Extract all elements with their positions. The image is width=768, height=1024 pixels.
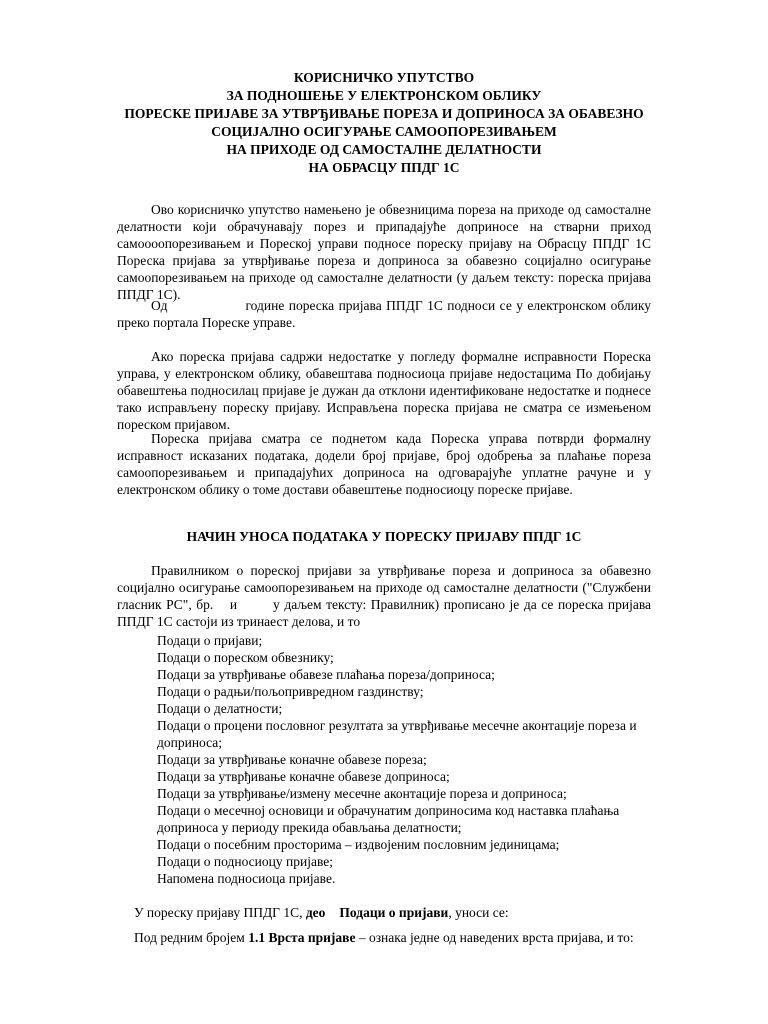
rulebook-text-end: у даљем тексту: Правилник) прописано је да се пореска пријава ППДГ 1С састоји из тринаест делова, и то [117,597,652,629]
list-item: Подаци о посебним просторима – издвојеним пословним јединицама; [157,837,560,852]
item-line [134,929,634,946]
part-intro-end: , уноси се: [448,905,509,920]
part-label: део [305,905,326,920]
list-item: Подаци о процени пословног резултата за утврђивање месечне аконтације пореза и [157,718,637,733]
list-item: доприноса у периоду прекида обављања делатности; [157,820,462,835]
submission-paragraph [117,297,651,331]
list-item: доприноса; [157,735,223,750]
part-name: Подаци о пријави [339,905,449,920]
list-item: Напомена подносиоца пријаве. [157,871,336,886]
list-item: Подаци за утврђивање коначне обавезе пореза; [157,752,427,767]
title-line: НА ОБРАСЦУ ППДГ 1С [308,160,460,175]
rulebook-and: и [229,597,238,612]
deficiency-paragraph [117,348,651,433]
submission-text: године пореска пријава ППДГ 1С подноси се у електронском облику преко портала Пореске управе. [117,298,651,330]
list-item: Подаци о радњи/пољопривредном газдинству; [157,684,424,699]
list-item: Подаци о делатности; [157,701,283,716]
intro-paragraph [117,201,651,303]
part-intro-text: У пореску пријаву ППДГ 1С, [134,905,306,920]
submission-from: Од [151,298,168,313]
rulebook-paragraph [117,562,651,630]
list-item: Подаци за утврђивање коначне обавезе доприноса; [157,769,450,784]
deficiency-text: Ако пореска пријава садржи недостатке у погледу формалне исправности Пореска управа, у електронском облику, обавештава подносиоца пријаве недостацима По добијању обавештења подносилац пријаве је дужан да отклони идентификоване недостатке и поднесе тако исправљену пореску пријаву. Исправљена пореска пријава не сматра се измењеном пореском пријавом. [117,349,651,432]
title-line: КОРИСНИЧКО УПУТСТВО [293,70,475,85]
item-text: – ознака једне од наведених врста пријава, и то: [355,930,634,945]
section-heading: НАЧИН УНОСА ПОДАТАКА У ПОРЕСКУ ПРИЈАВУ ППДГ 1С [186,529,582,544]
list-item: Подаци о пореском обвезнику; [157,650,334,665]
item-label: 1.1 Врста пријаве [248,930,356,945]
intro-text: Ово корисничко упутство намењено је обвезницима пореза на приходе од самосталне делатности који обрачунавају порез и припадајуће доприносе на стварни приход самоооопорезивањем и Пореској управи подносе пореску пријаву на Обрасцу ППДГ 1С Пореска пријава за утврђивање пореза и доприноса за обавезно социјално осигурање самоопорезивањем на приходе од самосталне делатности (у даљем тексту: пореска пријава ППДГ 1С). [117,202,651,302]
list-item: Подаци о месечној основици и обрачунатим доприносима код наставка плаћања [157,803,620,818]
title-line: НА ПРИХОДЕ ОД САМОСТАЛНЕ ДЕЛАТНОСТИ [226,142,542,157]
filing-paragraph [117,430,651,498]
title-line: ЗА ПОДНОШЕЊЕ У ЕЛЕКТРОНСКОМ ОБЛИКУ [226,88,542,103]
item-intro: Под редним бројем [134,930,249,945]
document-title [0,69,768,177]
part-intro-line [134,904,509,921]
filing-text: Пореска пријава сматра се поднетом када Пореска управа потврди формалну исправност исказаних података, додели број пријаве, број одобрења за плаћање пореза самоопорезивањем и припадајућих доприноса на одговарајуће уплатне рачуне и у електронском облику о томе достави обавештење подносиоцу пореске пријаве. [117,431,651,497]
rulebook-text: Правилником о пореској пријави за утврђивање пореза и доприноса за обавезно социјално осигурање самоопорезивањем на приходе од самосталне делатности ("Службени гласник РС", бр. [117,563,651,612]
list-item: Подаци о пријави; [157,633,263,648]
list-item: Подаци за утврђивање/измену месечне аконтације пореза и доприноса; [157,786,567,801]
title-line: ПОРЕСКЕ ПРИЈАВЕ ЗА УТВРЂИВАЊЕ ПОРЕЗА И ДОПРИНОСА ЗА ОБАВЕЗНО [124,106,644,121]
title-line: СОЦИЈАЛНО ОСИГУРАЊЕ САМООПОРЕЗИВАЊЕМ [211,124,557,139]
list-item: Подаци о подносиоцу пријаве; [157,854,333,869]
parts-list [157,632,657,887]
list-item: Подаци за утврђивање обавезе плаћања пореза/доприноса; [157,667,495,682]
